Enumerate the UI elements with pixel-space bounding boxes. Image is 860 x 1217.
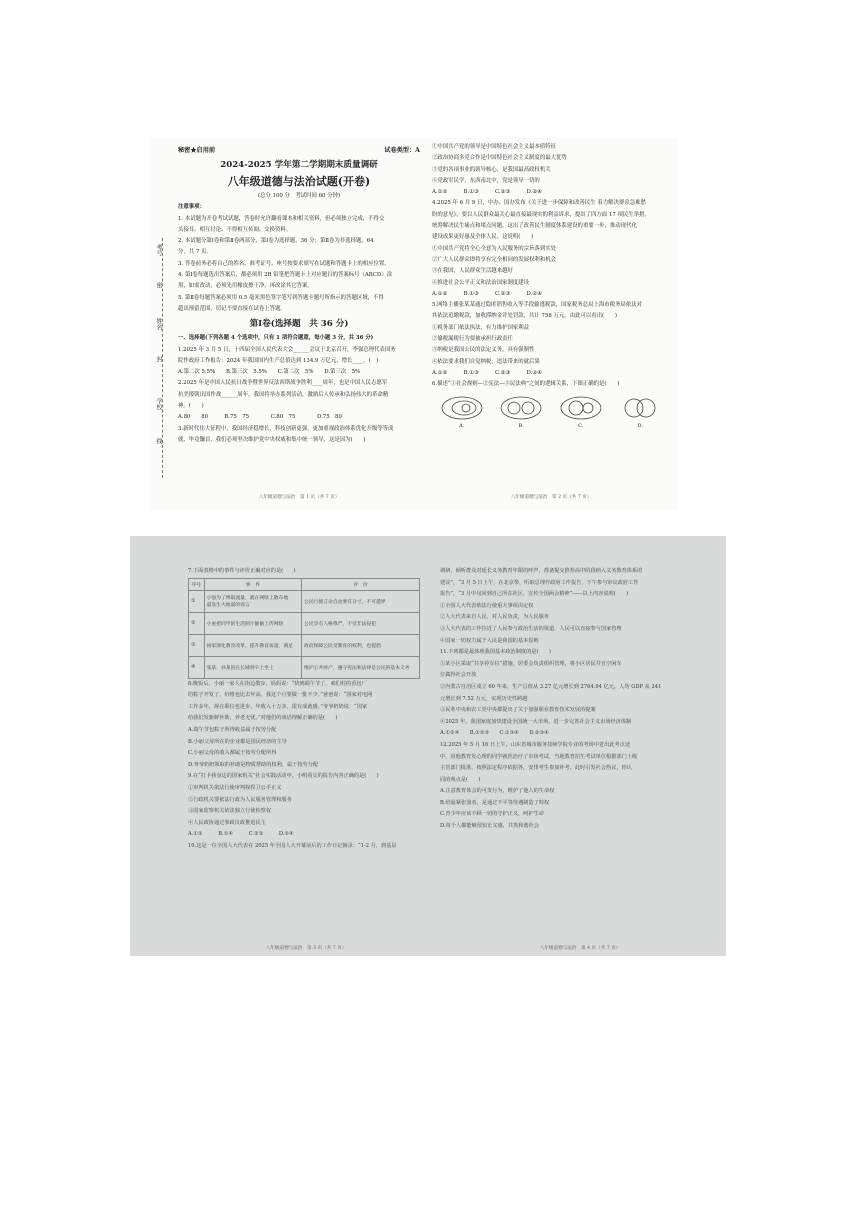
- table-cell: 国家深化教育改革，提升教育质量，满足: [204, 634, 301, 656]
- text-line: ③党的各项事业的领导核心，是我国最高政权机关: [432, 166, 551, 173]
- text-line: ①审判机关依法行使审判权捍卫公平正义: [188, 784, 282, 791]
- text-line: 9.在“打卡我身边的国家机关”社会实践活动中，小明看交的报告内容正确的是( ): [188, 773, 379, 780]
- note-line: 1. 本试题为开卷考试试题，答卷时允许翻看课本和相关资料，但必须独立完成，不得交: [178, 215, 385, 222]
- venn-options: [432, 395, 670, 429]
- text-line: 工作多年，现在职位也进步，年收入十万多，很有成就感。”爷爷奶奶说：“国家: [188, 703, 368, 710]
- table-header-row: [189, 578, 420, 590]
- venn-diagram-b: [499, 395, 543, 421]
- text-line: ④国家一切权力属于人民是我国的基本原则: [440, 637, 539, 644]
- side-label-name: 姓名: [155, 318, 162, 330]
- options-line: A.①② B.①③ C.②③ D.②④: [432, 369, 542, 376]
- note-line: 2. 本试题分第Ⅰ卷和第Ⅱ卷两部分，第Ⅰ卷为选择题，36 分；第Ⅱ卷为非选择题，64: [178, 238, 374, 245]
- table-cell: ③: [189, 634, 205, 656]
- note-line: 黑，如需改动，必须先用橡皮擦干净，再改涂其它答案。: [178, 283, 313, 290]
- text-line: 其依法追缴税款，加收滞纳金并处罚款，共计 758 万元。由此可以看出( ): [432, 313, 618, 320]
- text-line: ②内蒙古自治区成立 60 年来，生产总值从 3.27 亿元增长到 2764.94 亿元，人均 GDP 从 241: [440, 683, 662, 690]
- text-line: ①全国人大代表依法行使重大事项决定权: [440, 602, 534, 609]
- text-line: 调研，倾听群众对延长义务教育年限的呼声，准备提交推荐高中阶段纳入义务教育体系的: [440, 568, 643, 574]
- q1-options: A.第二次 5.5% B.第三次 5.5% C.第二次 5% D.第三次 5%: [178, 369, 361, 376]
- text-line: 5.网络主播张某某通过隐匿销售收入等手段偷逃税款，国家税务总局上海市税务局依法对: [432, 302, 642, 309]
- text-line: 12.2025 年 5 月 16 日上午，山东省城市服务技师学院专业的考场中老出此考点途: [440, 741, 631, 748]
- text-line: 位做得社会开放: [440, 672, 477, 679]
- option-line: C.青少年应该不顾一切的守护正义，呵护生命: [440, 811, 544, 818]
- text-line: ②人大代表来自人民，对人民负责，为人民服务: [440, 614, 549, 621]
- page-footer: 八年级道德与法治 第 4 页（共 7 页）: [539, 946, 621, 951]
- text-line: 10.这是一位全国人大代表在 2025 年全国人大开幕前后的工作日记摘录：“1-2 月，到基层: [188, 842, 397, 849]
- text-line: ①税务部门依法执法，有力维护国家利益: [432, 324, 530, 331]
- text-line: 4.2025 年 6 月 9 日，中办、国办发布《关于进一步保障和改善民生 着力解决群众急难愁: [432, 200, 646, 207]
- table-cell: 公民享有人格尊严，不受非法侵犯: [302, 612, 420, 634]
- note-line: 头接耳、相互讨论、不得相互传阅、交换资料。: [178, 226, 292, 233]
- text-line: ③国家监察机关依法独立行使检察权: [188, 808, 272, 815]
- exam-year-title: 2024-2025 学年第二学期期末质量调研: [220, 160, 378, 170]
- options-line: A.①② B.①④ C.②③ D.②④: [188, 831, 294, 838]
- side-label-seal-1: 密: [155, 282, 162, 288]
- exam-sheet-page1-2: [150, 138, 678, 510]
- venn-option-d: [617, 395, 663, 429]
- text-line: 统筹解决民生痛点和堵点问题，这出了改善民生制度体系建设的重要一步，推动现代化: [432, 223, 637, 230]
- text-line: ④党政军民学，东西南北中，党是领导一切的: [432, 177, 540, 184]
- text-line: A.端午节包粽子所得收益属于按劳分配: [188, 726, 277, 733]
- text-line: 的粽子开发了，价格也比去年高，我这个月要做一批不少。”爸爸说：“国家对电网: [188, 692, 373, 699]
- confidential-mark: 秘密★启用前: [178, 147, 216, 154]
- paper-type: 试卷类型：A: [384, 147, 420, 154]
- text-line: ③纳税是我国公民的法定义务，具有强制性: [432, 347, 535, 354]
- note-line: 分，共 7 页。: [178, 249, 212, 256]
- exam-sheet-page3-4: [130, 536, 726, 956]
- table-row: [189, 590, 420, 612]
- text-line: ④2025 年，我国家庭加快建设全国统一大市场，进一步完善社会主义市场经济体制: [440, 718, 632, 725]
- side-label-school: 学校: [155, 398, 162, 410]
- q3-line: 3.新时代伟大征程中，我国经济稳增长，科技创新更强，更加重视政治体系优化升级等等成: [178, 425, 394, 432]
- q7-stem: 7.下面表格中的事件与评价正确对应的是( ): [188, 568, 296, 574]
- text-line: ②广大人民群众即将享有完全相同的发展权利和机会: [432, 256, 556, 263]
- binding-margin: [152, 238, 172, 478]
- table-cell: 政府保障公民受教育的权利，也提倡: [302, 634, 420, 656]
- page-footer: 八年级道德与法治 第 2 页（共 7 页）: [510, 495, 592, 500]
- text-line: 盼的意见》，要以人民群众最关心最直接最现实的利益诉求，提出了四方面 17 项民生举措，: [432, 211, 650, 218]
- text-line: 6.描述“①社会规则—②宪法—③民法典”之间的逻辑关系，下图正确的是( ): [432, 381, 620, 388]
- text-line: 8.晚饭后，小丽一家人在街边散步，妈妈说：“快到端午节了，咱们村的香包厂: [188, 680, 367, 687]
- table-header-cell: 事 件: [204, 578, 301, 590]
- text-line: ④推进社会公平正义和法治国家制度建设: [432, 279, 530, 286]
- text-line: ③民革中央和农工党中央都提出了关于加强职业教育技术发展的提案: [440, 707, 596, 714]
- table-cell: 维护公共财产，遵守宪法和法律是公民的基本义务: [302, 656, 420, 678]
- text-line: ②行政机关要依法行政为人民服务管理和服务: [188, 796, 292, 803]
- table-cell: 小虎把同学的生活照片偷偷上传网络: [204, 612, 301, 634]
- text-line: ①中国共产党将全心全意为人民服务的宗旨落到实处: [432, 245, 556, 252]
- part-instructions: 一、选择题(下列各题 4 个选项中，只有 1 项符合题意，每小题 3 分，共 36 分): [178, 335, 374, 342]
- note-line: 超出预留范围，切记不要直接在试卷上答题。: [178, 305, 286, 312]
- page-4: [440, 536, 720, 956]
- page-footer: 八年级道德与法治 第 1 页（共 7 页）: [258, 495, 340, 500]
- event-evaluation-table: [188, 578, 420, 679]
- venn-label-d: D.: [637, 422, 643, 429]
- venn-option-c: [558, 395, 604, 429]
- option-line: A.注意教育体会的可贵行为，维护了他人的生命权: [440, 788, 555, 795]
- text-line: ①某小区采取“共享停车位”措施，居委会负责组织管理，将小区居民并且空闲车: [440, 660, 622, 667]
- text-line: ④依法要求我们自觉纳税，违法带来的就后果: [432, 358, 540, 365]
- side-label-seal-2: 封: [155, 356, 162, 362]
- text-line: 同的观点是( ): [440, 776, 481, 783]
- score-info: (总分 100 分 考试时间 60 分钟): [257, 193, 341, 199]
- text-line: 报告”，“3 月中旬回到自己所在社区，宣传全国两会精神”——以上内容说明( ): [440, 591, 629, 598]
- text-line: 建议”，“3 月 5 日上午，在北京参，听取总理作政府工作报告，下午参与审议政府工作: [440, 579, 639, 586]
- text-line: 元增长到 7.52 万元，实现历史性跨越: [440, 695, 528, 702]
- note-line: 4. 第Ⅰ卷每题选出答案后，都必须用 2B 铅笔把答题卡上对应题目的答案标号（ABCD）涂: [178, 272, 393, 279]
- table-cell: ④: [189, 656, 205, 678]
- table-cell: ②: [189, 612, 205, 634]
- side-label-seal-3: 线: [155, 438, 162, 444]
- text-line: D.爷爷奶奶领取的补助是物质帮助的权利，属于按劳分配: [188, 761, 319, 768]
- table-cell: ①: [189, 590, 205, 612]
- cell-text: 震发生大地震的谣言: [206, 603, 250, 609]
- header-row: [178, 144, 420, 158]
- options-line: A.①②④ B.①②③ C.①③④ D.②③④: [440, 730, 549, 737]
- page-footer: 八年级道德与法治 第 3 页（共 7 页）: [265, 946, 347, 951]
- table-header-cell: 序号: [189, 578, 205, 590]
- option-line: B.给最紧张弱者，是通过不平等待遇制造了特权: [440, 799, 550, 806]
- q3-line: 就，毕竟镰首，我们必须坚决维护党中央权威和集中统一领导，这是因为( ): [178, 436, 366, 443]
- table-row: [189, 612, 420, 634]
- venn-label-a: A.: [459, 422, 465, 429]
- text-line: ①中国共产党的领导是中国特色社会主义最本质特征: [432, 144, 556, 150]
- text-line: 给我们发新鲜补助，养老无忧。”对他们的谈话理解正确的是( ): [188, 715, 338, 722]
- text-line: 主管部门批准，按照法定程序依据各，安排考生参加补考，此时引发社会热议，你认: [440, 765, 632, 772]
- table-cell: 张某、孙某因在长城刻字上坐上: [204, 656, 301, 678]
- text-line: ④人民政协通过参政议政推进民主: [188, 819, 266, 826]
- venn-label-c: C.: [578, 422, 584, 429]
- option-line: D.每个人都能够预知正义感，共筑和谐社会: [440, 823, 539, 830]
- notes-list: [178, 214, 420, 316]
- q2-line: 抗美援朝出国作战______周年。我国将举办系列活动，激励后人传承和弘扬伟大的革命精: [178, 391, 389, 398]
- options-line: A.①② B.①③ C.②③ D.②④: [432, 189, 542, 196]
- text-line: 建设成果更好惠及全体人民。这说明( ): [432, 234, 534, 241]
- text-line: ②政治协商多党合作是中国特色社会主义制度的最大优势: [432, 155, 567, 162]
- venn-diagram-a: [440, 395, 484, 421]
- text-line: B.小丽父母所在的企业都是国民经济的主导: [188, 738, 287, 745]
- table-header-cell: 评 价: [302, 578, 420, 590]
- section-title: 第Ⅰ卷(选择题 共 36 分): [249, 319, 349, 330]
- side-label-exam-no: 考号: [155, 244, 162, 256]
- options-line: A.①② B.①③ C.②③ D.②④: [432, 290, 542, 297]
- q1-line: 院作政府工作报告：2024 年我国国内生产总值达到 134.9 万亿元，增长____。( ): [178, 357, 379, 364]
- table-cell: [204, 590, 301, 612]
- page-1: [178, 138, 420, 510]
- venn-option-a: [439, 395, 485, 429]
- page-3: [188, 536, 424, 956]
- table-row: [189, 634, 420, 656]
- text-line: 中，因他教育发心理的同学就医治疗了市场考试，当地教育招生考试单位根据部门上级: [440, 753, 638, 760]
- q2-line: 神。( ): [178, 403, 204, 410]
- q2-options: A.80 80 B.75 75 C.80 75 D.75 80: [178, 414, 342, 421]
- table-row: [189, 656, 420, 678]
- venn-label-b: B.: [518, 422, 524, 429]
- text-line: ②偷税漏税行为要被承担行政责任: [432, 336, 513, 343]
- table-cell: 公民行使言论自由要有分寸，不可越界: [302, 590, 420, 612]
- page-2: [432, 138, 670, 510]
- venn-option-b: [498, 395, 544, 429]
- q2-line: 2.2025 年是中国人民抗日战争暨世界反法西斯战争胜利____周年，也是中国人民志愿军: [178, 380, 388, 387]
- text-line: 11.下列都是最体现我国基本政治制度的是( ): [440, 649, 551, 656]
- q1-line: 1.2025 年 3 月 5 日，十四届全国人民代表大会______会议于北京召开，李强总理代表国务: [178, 346, 396, 353]
- note-line: 5. 第Ⅱ卷每题答案必须用 0.5 毫米黑色签字笔写到答题卡题号所指示的答题区域，不得: [178, 294, 384, 301]
- notes-heading: 注意事项：: [178, 204, 205, 211]
- venn-diagram-c: [559, 395, 603, 421]
- text-line: ③在我国，人民群众生活越来越好: [432, 268, 513, 275]
- exam-title: 八年级道德与法治试题(开卷): [227, 175, 371, 188]
- text-line: ③人大代表的工作拉近了人民参与政治生活的渠道，人民可以直接参与国家管理: [440, 625, 622, 632]
- venn-diagram-d: [618, 395, 662, 421]
- cell-text: 小强为了博取流量，就在网络上散布地: [206, 596, 289, 602]
- note-line: 3. 答卷前务必将自己的姓名、准考证号、座号按要求填写在试题和答题卡上的相应位置。: [178, 260, 390, 267]
- text-line: C.小丽父母的收入都属于按劳分配所得: [188, 750, 277, 757]
